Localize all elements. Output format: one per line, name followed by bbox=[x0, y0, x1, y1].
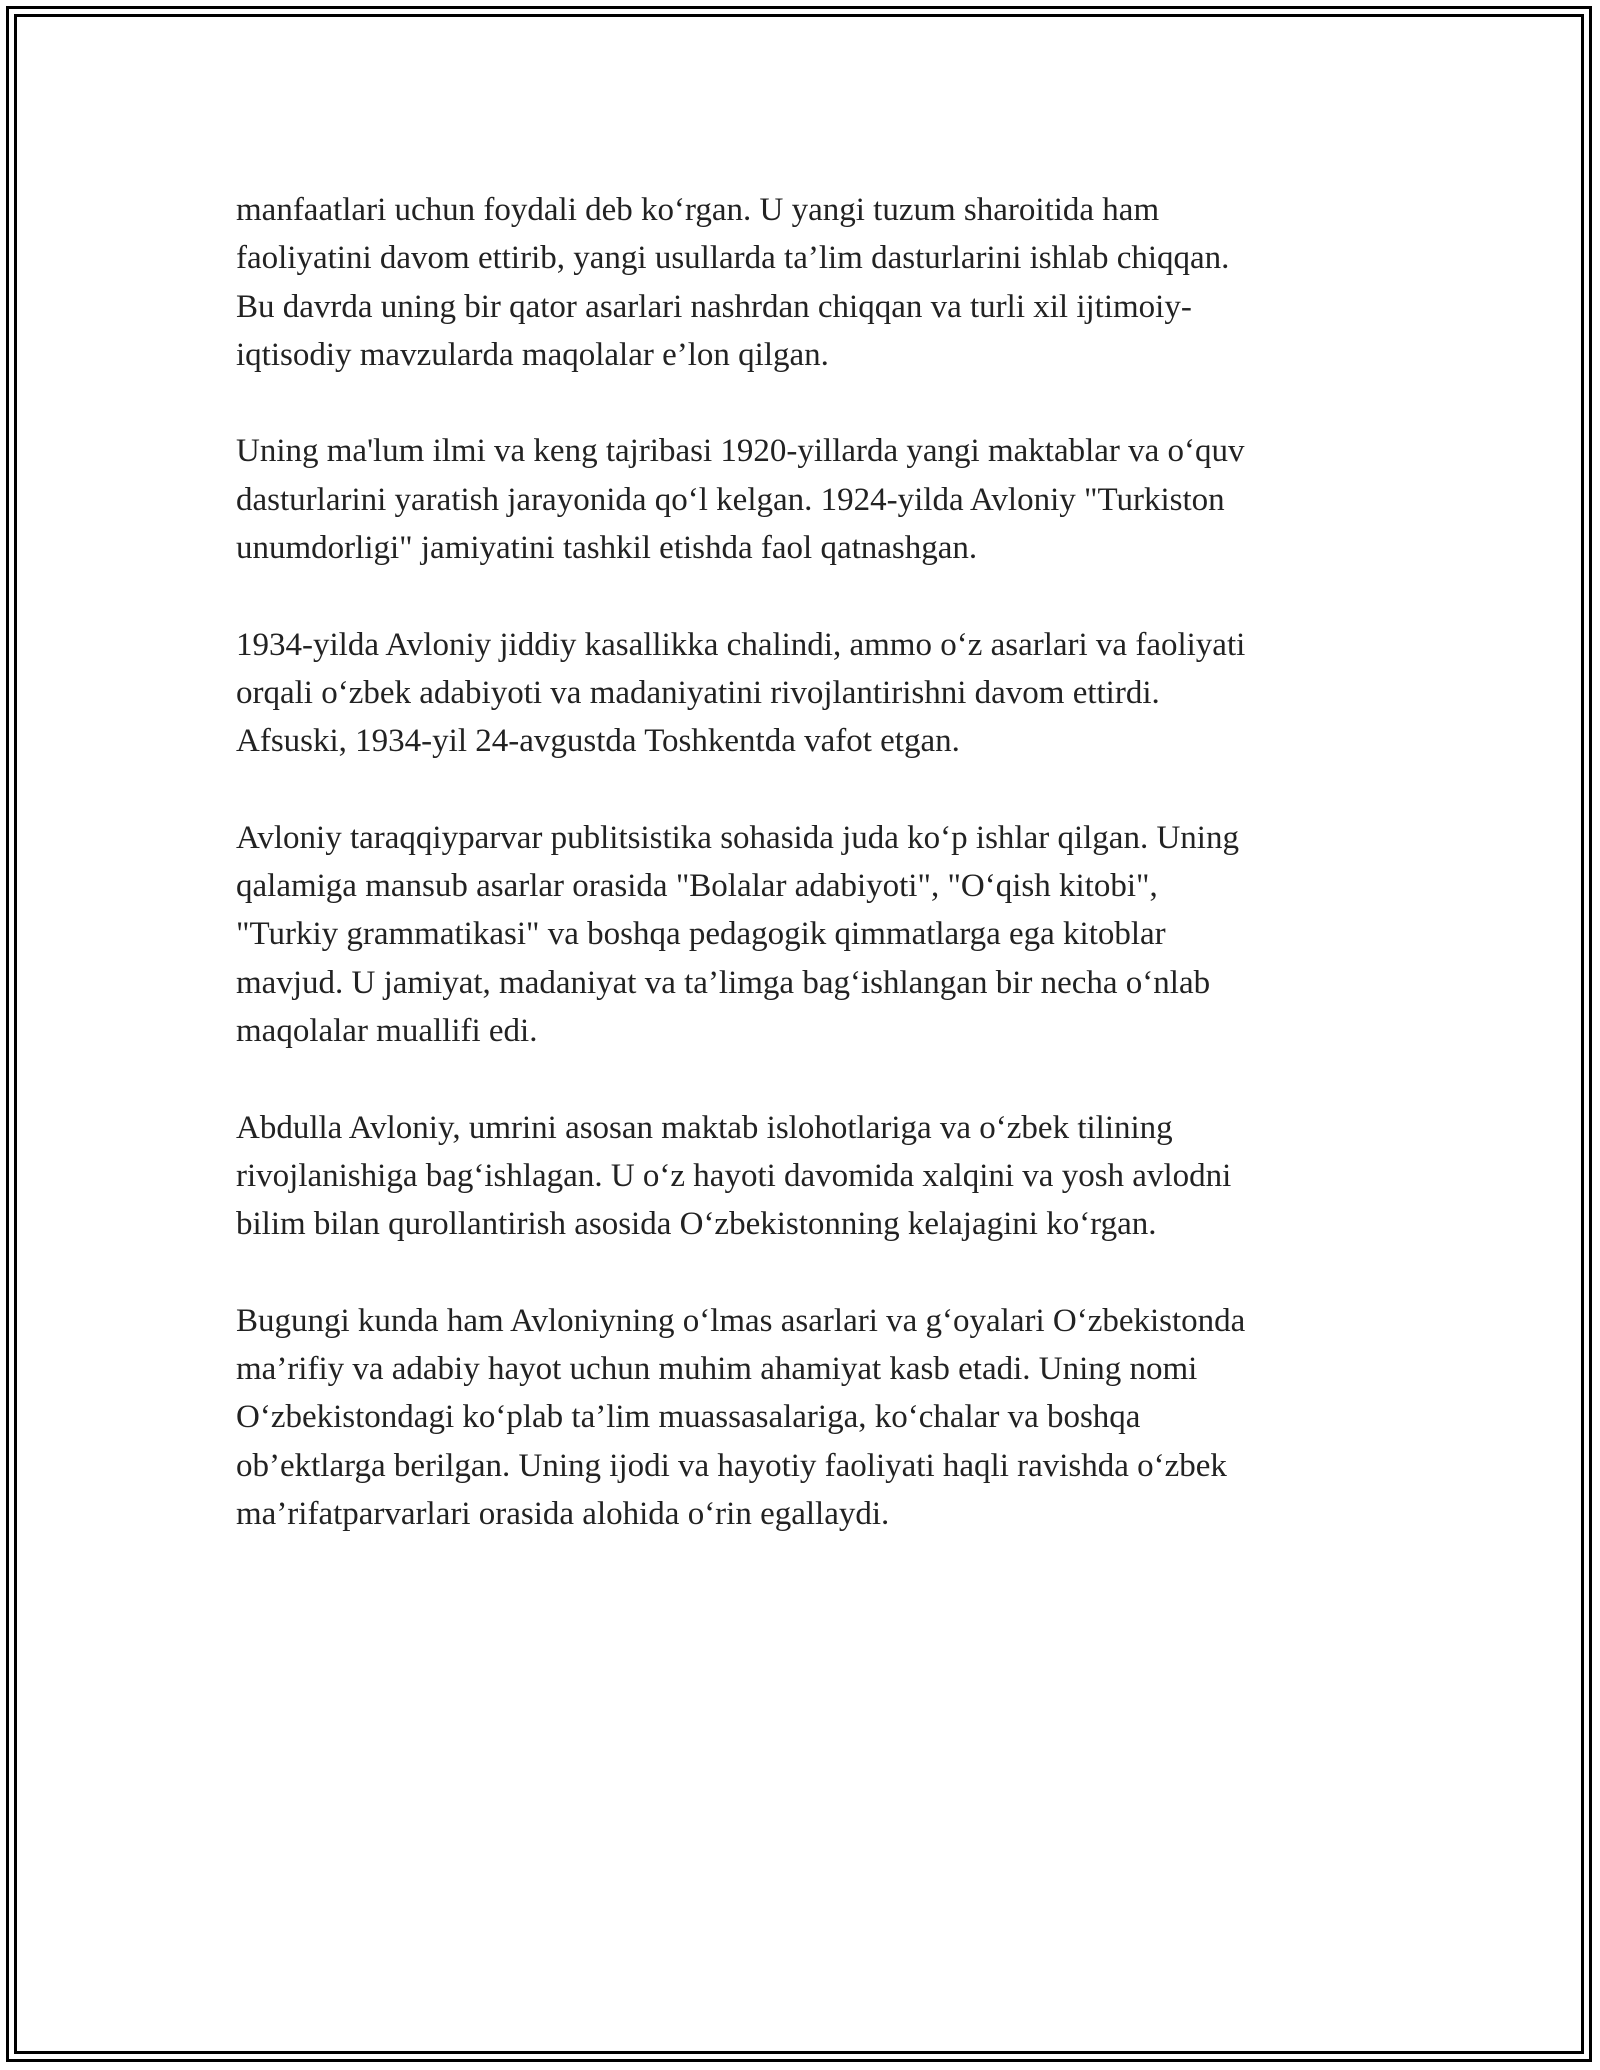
text-line: ma’rifiy va adabiy hayot uchun muhim ahamiyat kasb etadi. Uning nomi bbox=[236, 1351, 1198, 1388]
text-line: orqali o‘zbek adabiyoti va madaniyatini rivojlantirishni davom ettirdi. bbox=[236, 674, 1160, 711]
paragraph-4 bbox=[236, 814, 1386, 1055]
text-line: Avloniy taraqqiyparvar publitsistika sohasida juda ko‘p ishlar qilgan. Uning bbox=[236, 819, 1239, 856]
text-line: "Turkiy grammatikasi" va boshqa pedagogik qimmatlarga ega kitoblar bbox=[236, 916, 1166, 953]
document-body bbox=[236, 186, 1386, 1587]
text-line: Afsuski, 1934-yil 24-avgustda Toshkentda vafot etgan. bbox=[236, 723, 960, 760]
text-line: rivojlanishiga bag‘ishlagan. U o‘z hayoti davomida xalqini va yosh avlodni bbox=[236, 1157, 1232, 1194]
text-line: maqolalar muallifi edi. bbox=[236, 1013, 538, 1050]
text-line: O‘zbekistondagi ko‘plab ta’lim muassasalariga, ko‘chalar va boshqa bbox=[236, 1399, 1141, 1436]
text-line: 1934-yilda Avloniy jiddiy kasallikka chalindi, ammo o‘z asarlari va faoliyati bbox=[236, 626, 1246, 663]
text-line: ma’rifatparvarlari orasida alohida o‘rin egallaydi. bbox=[236, 1496, 890, 1533]
text-line: dasturlarini yaratish jarayonida qo‘l kelgan. 1924-yilda Avloniy "Turkiston bbox=[236, 481, 1225, 518]
paragraph-6 bbox=[236, 1297, 1386, 1538]
text-line: iqtisodiy mavzularda maqolalar e’lon qilgan. bbox=[236, 336, 829, 373]
text-line: Bu davrda uning bir qator asarlari nashrdan chiqqan va turli xil ijtimoiy- bbox=[236, 288, 1192, 325]
text-line: bilim bilan qurollantirish asosida O‘zbekistonning kelajagini ko‘rgan. bbox=[236, 1206, 1157, 1243]
paragraph-3 bbox=[236, 621, 1386, 766]
text-line: mavjud. U jamiyat, madaniyat va ta’limga bag‘ishlangan bir necha o‘nlab bbox=[236, 964, 1211, 1001]
text-line: ob’ektlarga berilgan. Uning ijodi va hayotiy faoliyati haqli ravishda o‘zbek bbox=[236, 1447, 1227, 1484]
paragraph-1 bbox=[236, 186, 1386, 379]
text-line: qalamiga mansub asarlar orasida "Bolalar adabiyoti", "O‘qish kitobi", bbox=[236, 868, 1158, 905]
paragraph-5 bbox=[236, 1104, 1386, 1249]
text-line: Bugungi kunda ham Avloniyning o‘lmas asarlari va g‘oyalari O‘zbekistonda bbox=[236, 1302, 1246, 1339]
text-line: faoliyatini davom ettirib, yangi usullarda ta’lim dasturlarini ishlab chiqqan. bbox=[236, 240, 1230, 277]
text-line: Abdulla Avloniy, umrini asosan maktab islohotlariga va o‘zbek tilining bbox=[236, 1109, 1173, 1146]
text-line: Uning ma'lum ilmi va keng tajribasi 1920-yillarda yangi maktablar va o‘quv bbox=[236, 433, 1245, 470]
paragraph-2 bbox=[236, 427, 1386, 572]
text-line: unumdorligi" jamiyatini tashkil etishda faol qatnashgan. bbox=[236, 530, 978, 567]
text-line: manfaatlari uchun foydali deb ko‘rgan. U yangi tuzum sharoitida ham bbox=[236, 192, 1160, 228]
